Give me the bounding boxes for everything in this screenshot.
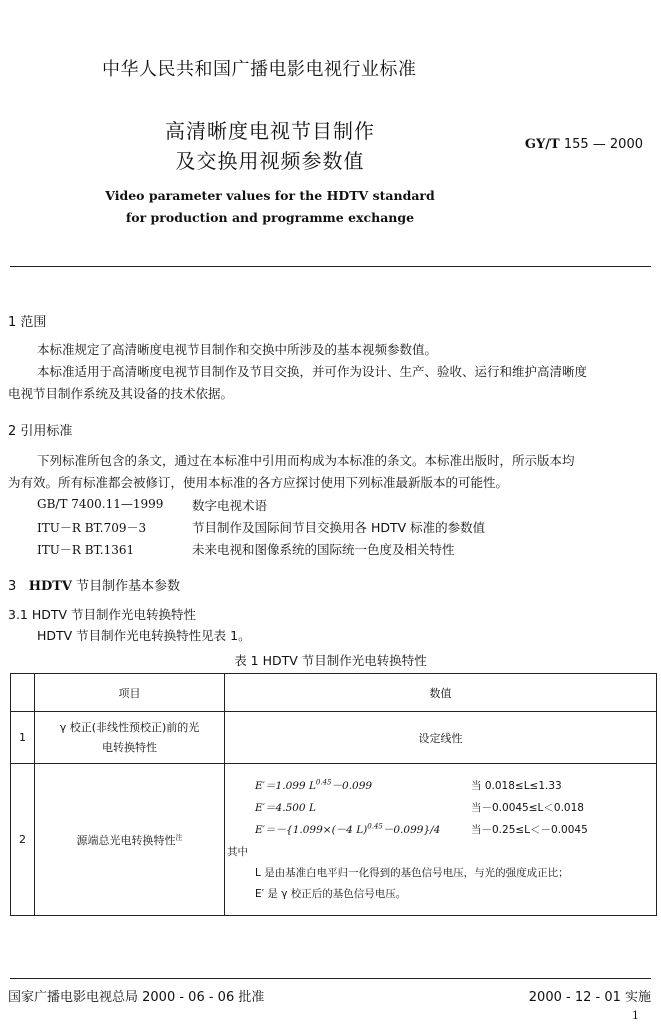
reference-code: ITU－R BT.1361	[37, 543, 135, 557]
section-3-number: 3	[8, 579, 17, 594]
section-1-heading: 1 范围	[8, 315, 47, 330]
table-header-item: 项目	[35, 674, 225, 712]
reference-code: GB/T 7400.11—1999	[37, 497, 164, 511]
section-3-heading	[8, 575, 180, 594]
table-1-caption: 表 1 HDTV 节目制作光电转换特性	[234, 653, 427, 668]
table-header-row	[11, 674, 657, 712]
section-3-heading-rest: 节目制作基本参数	[76, 579, 181, 594]
definition-2: E′ 是 γ 校正后的基色信号电压。	[255, 888, 407, 900]
reference-name: 未来电视和图像系统的国际统一色度及相关特性	[192, 542, 455, 557]
table-1	[10, 673, 657, 916]
section-3-1-heading: 3.1 HDTV 节目制作光电转换特性	[8, 607, 197, 622]
reference-name: 数字电视术语	[192, 498, 268, 513]
section-2-para-line2: 为有效。所有标准都会被修订，使用本标准的各方应探讨使用下列标准最新版本的可能性。	[8, 475, 509, 490]
formula-2: E′＝4.500 L	[255, 802, 316, 814]
section-1-para1: 本标准规定了高清晰度电视节目制作和交换中所涉及的基本视频参数值。	[37, 342, 438, 357]
footer-divider	[10, 978, 651, 979]
table-header-no	[11, 674, 35, 712]
definition-1: L 是由基准白电平归一化得到的基色信号电压，与光的强度成正比；	[255, 867, 569, 879]
table-header-value: 数值	[225, 674, 657, 712]
row-value-formulas	[225, 764, 657, 916]
section-3-heading-bold: HDTV	[28, 579, 73, 594]
section-2-para-line1: 下列标准所包含的条文，通过在本标准中引用而构成为本标准的条文。本标准出版时，所示版本均	[37, 453, 575, 468]
document-title-line1: 高清晰度电视节目制作	[165, 119, 375, 143]
standard-number-value: 155 — 2000	[563, 137, 643, 152]
row-item-text: 源端总光电转换特性	[76, 833, 176, 847]
formula-2-condition: 当－0.0045≤L＜0.018	[471, 802, 584, 814]
section-2-heading: 2 引用标准	[8, 424, 73, 439]
reference-code: ITU－R BT.709－3	[37, 521, 147, 535]
row-item	[35, 712, 225, 764]
row-item	[35, 764, 225, 916]
row-number: 1	[11, 712, 35, 764]
header-divider	[10, 266, 651, 267]
formula-1-condition: 当 0.018≤L≤1.33	[471, 780, 562, 792]
formula-3-condition: 当－0.25≤L＜－0.0045	[471, 824, 588, 836]
row-value: 设定线性	[225, 712, 657, 764]
standard-number	[525, 137, 643, 152]
where-label: 其中	[227, 846, 248, 858]
issuer-title: 中华人民共和国广播电影电视行业标准	[102, 59, 417, 80]
section-1-para2-line1: 本标准适用于高清晰度电视节目制作及节目交换，并可作为设计、生产、验收、运行和维护高清晰度	[37, 364, 588, 379]
english-title-line1: Video parameter values for the HDTV standard	[105, 188, 435, 203]
section-1-para2-line2: 电视节目制作系统及其设备的技术依据。	[8, 386, 234, 401]
row-item-note: 注	[175, 832, 183, 841]
row-item-line1: γ 校正(非线性预校正)前的光	[59, 720, 200, 734]
row-item-line2: 电转换特性	[102, 740, 157, 754]
section-3-1-para: HDTV 节目制作光电转换特性见表 1。	[37, 628, 251, 643]
english-title-line2: for production and programme exchange	[125, 210, 415, 225]
approval-date: 国家广播电影电视总局 2000 - 06 - 06 批准	[8, 990, 265, 1005]
formula-3: E′＝－{1.099×(－4 L)$^{0.45}$－0.099}/4	[255, 822, 441, 836]
table-row	[11, 712, 657, 764]
reference-name: 节目制作及国际间节目交换用各 HDTV 标准的参数值	[192, 520, 486, 535]
row-number: 2	[11, 764, 35, 916]
table-row	[11, 764, 657, 916]
page-number: 1	[632, 1009, 639, 1022]
standard-prefix: GY/T	[524, 137, 560, 152]
formula-1: E′＝1.099 $L^{0.45}-0.099$	[255, 778, 373, 792]
document-title-line2: 及交换用视频参数值	[175, 149, 365, 173]
effective-date: 2000 - 12 - 01 实施	[528, 990, 651, 1005]
